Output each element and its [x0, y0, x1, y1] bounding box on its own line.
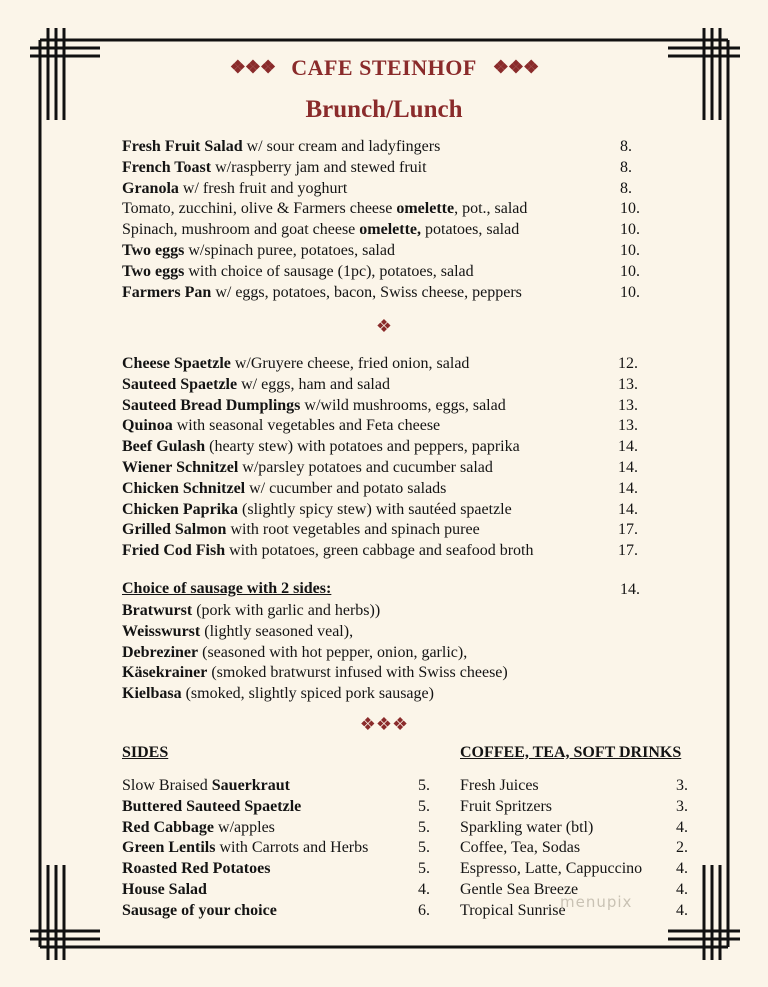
- drink-price: 4.: [676, 881, 688, 898]
- diamond-separator-icon: ❖: [375, 316, 393, 336]
- item-name: Chicken Paprika: [122, 500, 239, 518]
- item-price: 17.: [618, 521, 638, 539]
- item-price: 10.: [620, 262, 640, 280]
- menu-item: [122, 241, 395, 261]
- drink-item: Fruit Spritzers: [460, 797, 552, 815]
- drink-price: 4.: [676, 818, 688, 836]
- menu-item: [122, 179, 347, 199]
- item-description: with choice of sausage (1pc), potatoes, salad: [184, 262, 474, 280]
- menu-item: [122, 262, 474, 282]
- menu-item: [122, 158, 427, 178]
- watermark: menupix: [560, 893, 633, 911]
- item-name: Sausage of your choice: [122, 901, 277, 919]
- item-description: (hearty stew) with potatoes and peppers, paprika: [205, 438, 520, 456]
- item-name: Roasted Red Potatoes: [122, 860, 271, 878]
- drink-item: Gentle Sea Breeze: [460, 881, 579, 898]
- item-description: potatoes, salad: [421, 221, 520, 239]
- item-description: w/spinach puree, potatoes, salad: [184, 242, 395, 259]
- drink-item: Tropical Sunrise: [460, 901, 566, 919]
- item-price: 6.: [418, 901, 430, 919]
- menu-item: [122, 199, 527, 219]
- item-name: Kielbasa: [122, 685, 182, 703]
- item-name: Wiener Schnitzel: [122, 459, 239, 476]
- drink-item: Sparkling water (btl): [460, 818, 594, 836]
- item-description: w/apples: [214, 818, 275, 836]
- menu-item: [122, 859, 270, 879]
- item-price: 10.: [620, 283, 640, 301]
- item-description: , pot., salad: [454, 200, 528, 218]
- item-price: 14.: [618, 479, 638, 497]
- item-description: w/raspberry jam and stewed fruit: [211, 158, 427, 176]
- menu-item: [122, 880, 207, 900]
- item-price: 14.: [618, 438, 638, 456]
- item-price: 8.: [620, 138, 632, 155]
- item-description: with potatoes, green cabbage and seafood broth: [225, 542, 534, 560]
- item-name: French Toast: [122, 158, 212, 176]
- item-price: 14.: [618, 500, 638, 518]
- menu-subtitle: Brunch/Lunch: [305, 96, 463, 123]
- item-description: w/ cucumber and potato salads: [245, 479, 447, 497]
- drink-price: 3.: [676, 777, 688, 794]
- menu-item: [122, 797, 301, 817]
- item-name: omelette,: [359, 221, 422, 239]
- item-name: Red Cabbage: [122, 818, 215, 836]
- drink-price: 2.: [676, 839, 688, 857]
- item-price: 8.: [620, 179, 632, 197]
- menu-item: [122, 776, 290, 796]
- menu-item: [122, 838, 368, 858]
- sides-heading: SIDES: [122, 744, 169, 761]
- item-name: Quinoa: [122, 417, 173, 435]
- menu-item: [122, 684, 434, 704]
- item-name: Sauteed Bread Dumplings: [122, 396, 301, 414]
- menu-item: [122, 601, 380, 621]
- menu-item: [122, 643, 467, 663]
- item-name: Fresh Fruit Salad: [122, 138, 243, 155]
- item-name: Sauteed Spaetzle: [122, 375, 238, 393]
- menu-item: [122, 396, 506, 416]
- drinks-heading: COFFEE, TEA, SOFT DRINKS: [460, 744, 682, 761]
- item-price: 5.: [418, 860, 430, 878]
- menu-item: [122, 220, 519, 240]
- item-name: Cheese Spaetzle: [122, 355, 231, 372]
- item-price: 10.: [620, 200, 640, 218]
- item-description: w/Gruyere cheese, fried onion, salad: [230, 355, 470, 372]
- item-description: w/ eggs, ham and salad: [237, 375, 390, 393]
- item-name: Weisswurst: [122, 622, 201, 640]
- item-price: 5.: [418, 777, 430, 794]
- item-description: (lightly seasoned veal),: [200, 622, 354, 640]
- menu-item: [122, 901, 277, 921]
- item-description: w/parsley potatoes and cucumber salad: [238, 459, 493, 476]
- menu-item: [122, 437, 520, 457]
- item-description: with Carrots and Herbs: [215, 839, 369, 857]
- item-description: (seasoned with hot pepper, onion, garlic),: [198, 643, 468, 661]
- item-price: 5.: [418, 797, 430, 815]
- item-description: w/ fresh fruit and yoghurt: [178, 179, 348, 197]
- diamond-ornament-icon: ❖❖❖: [492, 57, 539, 77]
- item-description: with root vegetables and spinach puree: [226, 521, 480, 539]
- item-name: Sauerkraut: [211, 777, 291, 794]
- item-price: 5.: [418, 839, 430, 857]
- drink-price: 4.: [676, 860, 688, 878]
- item-price: 4.: [418, 881, 430, 898]
- item-description: w/ eggs, potatoes, bacon, Swiss cheese, peppers: [211, 283, 522, 301]
- item-price: 13.: [618, 417, 638, 435]
- sausage-price: 14.: [620, 581, 640, 598]
- item-description: (smoked, slightly spiced pork sausage): [181, 685, 434, 703]
- item-price: 13.: [618, 396, 638, 414]
- item-prefix: Spinach, mushroom and goat cheese: [122, 221, 360, 239]
- menu-item: [122, 663, 508, 683]
- menu-item: [122, 458, 493, 478]
- item-name: Fried Cod Fish: [122, 542, 226, 560]
- menu-item: [122, 818, 275, 838]
- item-name: Green Lentils: [122, 839, 216, 857]
- item-description: with seasonal vegetables and Feta cheese: [172, 417, 441, 435]
- diamond-separator-icon: ❖❖❖: [359, 714, 409, 734]
- drink-price: 3.: [676, 797, 688, 815]
- item-description: (smoked bratwurst infused with Swiss cheese): [207, 664, 508, 682]
- item-name: Debreziner: [122, 643, 199, 661]
- item-name: House Salad: [122, 881, 207, 898]
- drink-item: Espresso, Latte, Cappuccino: [460, 860, 643, 878]
- drink-price: 4.: [676, 901, 688, 919]
- cafe-name: CAFE STEINHOF: [291, 55, 477, 80]
- menu-item: [122, 500, 512, 520]
- menu-item: [122, 479, 446, 499]
- item-price: 8.: [620, 158, 632, 176]
- item-price: 12.: [618, 355, 638, 372]
- item-name: Two eggs: [122, 242, 185, 259]
- menu-item: [122, 622, 353, 642]
- diamond-ornament-icon: ❖❖❖: [229, 57, 276, 77]
- item-description: w/ sour cream and ladyfingers: [242, 138, 441, 155]
- item-price: 5.: [418, 818, 430, 836]
- menu-item: [122, 416, 440, 436]
- item-prefix: Tomato, zucchini, olive & Farmers cheese: [122, 200, 397, 218]
- item-name: Two eggs: [122, 262, 185, 280]
- item-description: (slightly spicy stew) with sautéed spaetzle: [238, 500, 512, 518]
- menu-item: [122, 283, 522, 303]
- menu-item: [122, 137, 440, 157]
- item-name: Bratwurst: [122, 602, 193, 619]
- item-name: Farmers Pan: [122, 283, 212, 301]
- item-name: Grilled Salmon: [122, 521, 227, 539]
- item-prefix: Slow Braised: [122, 777, 212, 794]
- item-description: (pork with garlic and herbs)): [192, 602, 381, 619]
- item-price: 14.: [618, 459, 638, 476]
- item-price: 17.: [618, 542, 638, 560]
- item-name: Käsekrainer: [122, 664, 208, 682]
- menu-item: [122, 354, 469, 374]
- item-name: omelette: [396, 200, 455, 218]
- item-description: w/wild mushrooms, eggs, salad: [300, 396, 506, 414]
- item-price: 13.: [618, 375, 638, 393]
- menu-item: [122, 541, 533, 561]
- item-price: 10.: [620, 242, 640, 259]
- drink-item: Fresh Juices: [460, 777, 539, 794]
- item-name: Granola: [122, 179, 179, 197]
- sausage-heading: Choice of sausage with 2 sides:: [122, 580, 332, 597]
- menu-item: [122, 520, 480, 540]
- item-name: Beef Gulash: [122, 438, 206, 456]
- item-name: Chicken Schnitzel: [122, 479, 246, 497]
- item-price: 10.: [620, 221, 640, 239]
- menu-item: [122, 375, 390, 395]
- drink-item: Coffee, Tea, Sodas: [460, 839, 581, 857]
- item-name: Buttered Sauteed Spaetzle: [122, 797, 302, 815]
- cafe-title: [0, 55, 768, 81]
